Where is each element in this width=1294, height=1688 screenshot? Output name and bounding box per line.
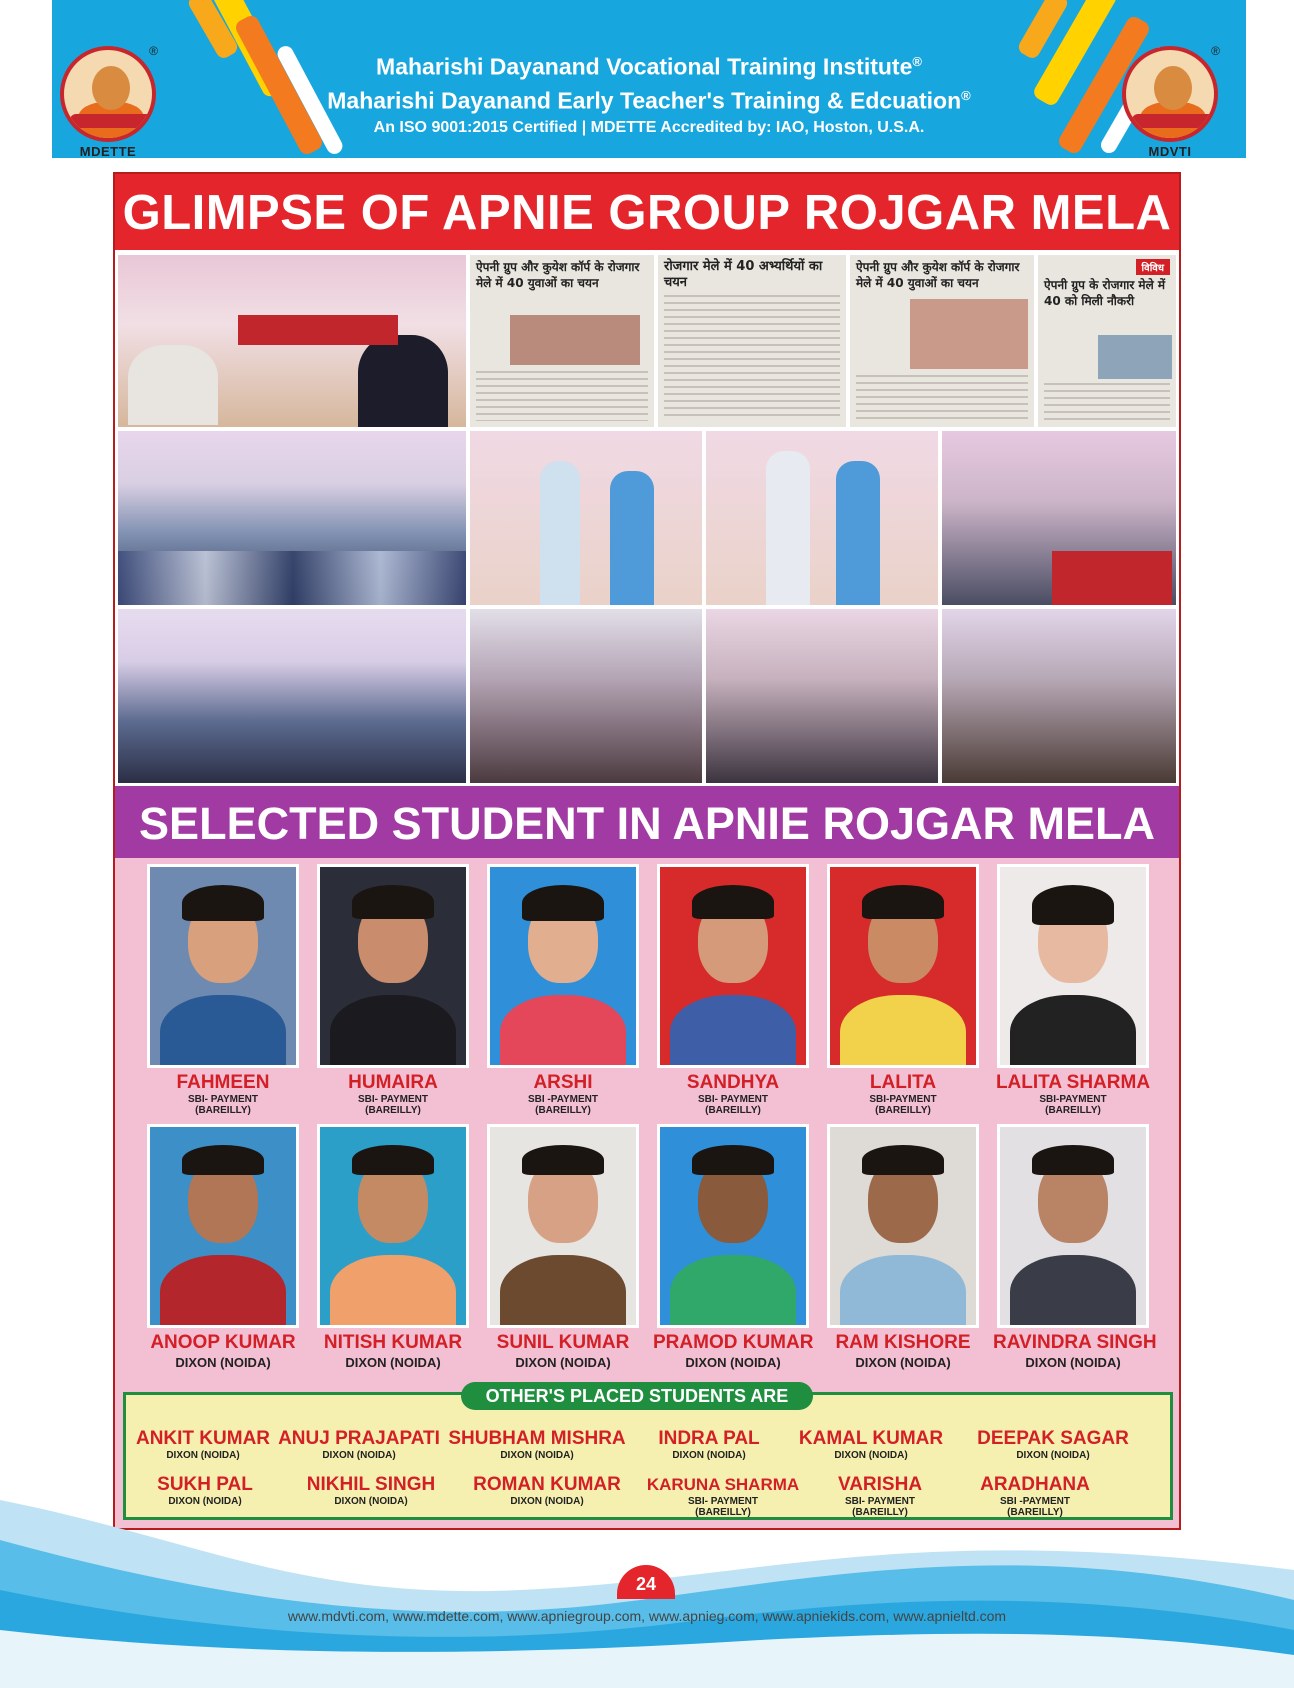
other-student: ANUJ PRAJAPATI DIXON (NOIDA) bbox=[278, 1428, 440, 1461]
student-photo bbox=[827, 864, 979, 1068]
newspaper-clipping: ऐपनी ग्रुप और कुयेश कॉर्प के रोजगार मेले में 40 युवाओं का चयन bbox=[469, 254, 655, 428]
event-hall-photo bbox=[941, 430, 1177, 606]
header-titles bbox=[52, 48, 1246, 141]
audience-photo bbox=[941, 608, 1177, 784]
award-photo bbox=[469, 430, 703, 606]
student-card: HUMAIRA SBI- PAYMENT (BAREILLY) bbox=[313, 864, 473, 1116]
student-photo bbox=[827, 1124, 979, 1328]
student-photo bbox=[997, 864, 1149, 1068]
other-student: KARUNA SHARMA SBI- PAYMENT (BAREILLY) bbox=[646, 1475, 800, 1518]
student-card: FAHMEEN SBI- PAYMENT (BAREILLY) bbox=[143, 864, 303, 1116]
other-student: VARISHA SBI- PAYMENT (BAREILLY) bbox=[837, 1474, 923, 1518]
student-card: ANOOP KUMAR DIXON (NOIDA) bbox=[143, 1124, 303, 1371]
footer-urls: www.mdvti.com, www.mdette.com, www.apniegroup.com, www.apnieg.com, www.apniekids.com, www.apnieltd.com bbox=[287, 1608, 1007, 1624]
award-photo bbox=[705, 430, 939, 606]
event-photo bbox=[117, 254, 467, 428]
student-photo bbox=[657, 864, 809, 1068]
newspaper-clipping: रोजगार मेले में 40 अभ्यर्थियों का चयन bbox=[657, 254, 847, 428]
logo-left: ® MDETTE bbox=[56, 46, 160, 159]
student-card: SANDHYA SBI- PAYMENT (BAREILLY) bbox=[653, 864, 813, 1116]
student-card: LALITA SHARMA SBI-PAYMENT (BAREILLY) bbox=[993, 864, 1153, 1116]
page-header bbox=[52, 0, 1246, 158]
other-student: SUKH PAL DIXON (NOIDA) bbox=[157, 1474, 253, 1507]
other-student: DEEPAK SAGAR DIXON (NOIDA) bbox=[977, 1428, 1129, 1461]
student-photo bbox=[657, 1124, 809, 1328]
student-photo bbox=[317, 864, 469, 1068]
newspaper-clipping: ऐपनी ग्रुप और कुयेश कॉर्प के रोजगार मेले में 40 युवाओं का चयन bbox=[849, 254, 1035, 428]
logo-right-label: MDVTI bbox=[1148, 144, 1192, 159]
header-line3: An ISO 9001:2015 Certified | MDETTE Accredited by: IAO, Hoston, U.S.A. bbox=[373, 119, 925, 137]
student-card: LALITA SBI-PAYMENT (BAREILLY) bbox=[823, 864, 983, 1116]
mdvti-logo-icon bbox=[1122, 46, 1218, 142]
student-card: SUNIL KUMAR DIXON (NOIDA) bbox=[483, 1124, 643, 1371]
student-photo bbox=[487, 1124, 639, 1328]
student-card: ARSHI SBI -PAYMENT (BAREILLY) bbox=[483, 864, 643, 1116]
logo-left-label: MDETTE bbox=[79, 144, 137, 159]
main-frame bbox=[113, 172, 1181, 1530]
other-student: INDRA PAL DIXON (NOIDA) bbox=[658, 1428, 760, 1461]
header-line1: Maharishi Dayanand Vocational Training Institute® bbox=[376, 53, 922, 80]
other-student: KAMAL KUMAR DIXON (NOIDA) bbox=[798, 1428, 944, 1461]
page-number: 24 bbox=[617, 1565, 675, 1599]
student-card: PRAMOD KUMAR DIXON (NOIDA) bbox=[653, 1124, 813, 1371]
student-photo bbox=[997, 1124, 1149, 1328]
mdette-logo-icon bbox=[60, 46, 156, 142]
audience-photo bbox=[705, 608, 939, 784]
logo-right: ® MDVTI bbox=[1118, 46, 1222, 159]
glimpse-title: GLIMPSE OF APNIE GROUP ROJGAR MELA bbox=[115, 174, 1179, 250]
other-student: ANKIT KUMAR DIXON (NOIDA) bbox=[135, 1428, 271, 1461]
student-card: RAM KISHORE DIXON (NOIDA) bbox=[823, 1124, 983, 1371]
group-photo bbox=[117, 608, 467, 784]
other-student: SHUBHAM MISHRA DIXON (NOIDA) bbox=[448, 1428, 626, 1461]
student-photo bbox=[147, 1124, 299, 1328]
newspaper-clipping: विविध ऐपनी ग्रुप के रोजगार मेले में 40 को मिली नौकरी bbox=[1037, 254, 1177, 428]
other-student: NIKHIL SINGH DIXON (NOIDA) bbox=[306, 1474, 436, 1507]
student-photo bbox=[147, 864, 299, 1068]
student-photo bbox=[487, 864, 639, 1068]
student-card: NITISH KUMAR DIXON (NOIDA) bbox=[313, 1124, 473, 1371]
other-student: ROMAN KUMAR DIXON (NOIDA) bbox=[473, 1474, 621, 1507]
audience-photo bbox=[469, 608, 703, 784]
other-student: ARADHANA SBI -PAYMENT (BAREILLY) bbox=[980, 1474, 1090, 1518]
group-photo bbox=[117, 430, 467, 606]
others-title: OTHER'S PLACED STUDENTS ARE bbox=[461, 1382, 813, 1410]
selected-title: SELECTED STUDENT IN APNIE ROJGAR MELA bbox=[115, 786, 1179, 858]
student-card: RAVINDRA SINGH DIXON (NOIDA) bbox=[993, 1124, 1153, 1371]
header-line2: Maharishi Dayanand Early Teacher's Training & Edcuation® bbox=[327, 87, 971, 114]
student-photo bbox=[317, 1124, 469, 1328]
